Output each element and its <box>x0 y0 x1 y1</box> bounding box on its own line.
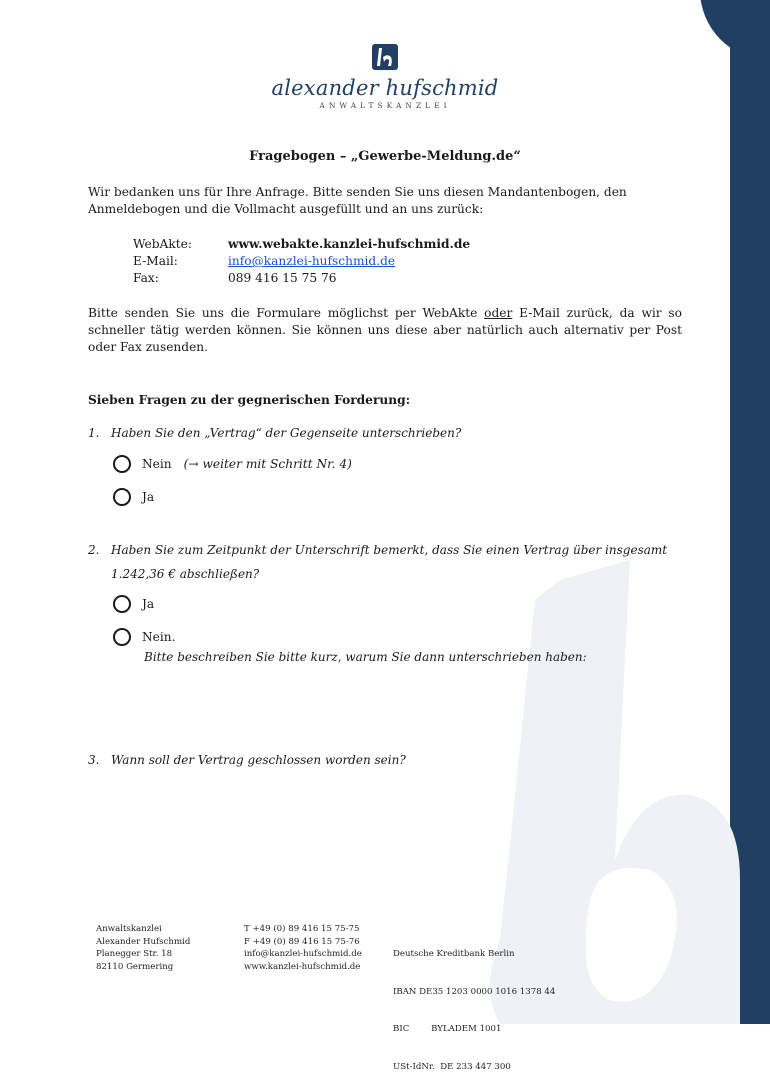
footer-line: T +49 (0) 89 416 15 75-75 <box>244 924 360 934</box>
radio-circle-icon[interactable] <box>113 595 131 613</box>
email-label: E-Mail: <box>133 254 178 268</box>
question-number: 1. <box>88 426 100 440</box>
question-number: 3. <box>88 753 100 767</box>
question-text: Wann soll der Vertrag geschlossen worden sein? <box>111 753 406 767</box>
option-label: Nein. <box>142 630 176 644</box>
footer-line: Deutsche Kreditbank Berlin <box>393 949 515 959</box>
question-number: 2. <box>88 543 100 557</box>
option-hint: (→ weiter mit Schritt Nr. 4) <box>183 457 352 471</box>
option-q1-ja[interactable] <box>113 488 154 506</box>
option-q1-nein[interactable] <box>113 455 352 473</box>
sidebar-corner <box>700 0 770 50</box>
webakte-value: www.webakte.kanzlei-hufschmid.de <box>228 237 471 251</box>
question-2-note: Bitte beschreiben Sie bitte kurz, warum Sie dann unterschrieben haben: <box>144 650 587 664</box>
instructions-underlined: oder <box>484 306 513 320</box>
fax-value: 089 416 15 75 76 <box>228 271 337 285</box>
footer-line: IBAN DE35 1203 0000 1016 1378 44 <box>393 986 556 997</box>
email-link[interactable]: info@kanzlei-hufschmid.de <box>228 254 396 268</box>
question-text: Haben Sie zum Zeitpunkt der Unterschrift bemerkt, dass Sie einen Vertrag über insgesamt <box>111 543 668 557</box>
option-q2-nein[interactable] <box>113 628 176 646</box>
footer-line: Planegger Str. 18 <box>96 949 173 959</box>
footer-line: BIC BYLADEM 1001 <box>393 1024 502 1034</box>
radio-circle-icon[interactable] <box>113 455 131 473</box>
footer-website[interactable]: www.kanzlei-hufschmid.de <box>244 961 361 972</box>
footer-address <box>96 923 190 973</box>
footer-line: USt-IdNr. DE 233 447 300 <box>393 1061 511 1072</box>
document-title: Fragebogen – „Gewerbe-Meldung.de“ <box>249 149 521 164</box>
footer-contact <box>244 923 362 973</box>
footer-email[interactable]: info@kanzlei-hufschmid.de <box>244 949 362 959</box>
instructions-before: Bitte senden Sie uns die Formulare möglichst per WebAkte <box>88 306 485 320</box>
option-label: Ja <box>142 597 155 611</box>
firm-subtitle: ANWALTSKANZLEI <box>319 101 451 110</box>
section-heading: Sieben Fragen zu der gegnerischen Forderung: <box>88 393 411 407</box>
instructions-paragraph <box>88 305 682 356</box>
radio-circle-icon[interactable] <box>113 628 131 646</box>
contact-block <box>133 236 470 287</box>
option-q2-ja[interactable] <box>113 595 154 613</box>
option-label: Ja <box>142 490 155 504</box>
ha-monogram-icon <box>372 44 398 70</box>
instructions-after: E-Mail zurück, da wir so schneller tätig werden können. Sie können uns diese aber natürlich auch alternativ per Post oder Fax zusenden. <box>88 306 683 354</box>
question-2 <box>88 542 667 559</box>
question-1 <box>88 425 461 442</box>
firm-logo <box>0 44 770 110</box>
footer-line: 82110 Germering <box>96 961 174 972</box>
webakte-label: WebAkte: <box>133 237 192 251</box>
option-label: Nein <box>142 457 172 471</box>
footer-line: Anwaltskanzlei <box>96 924 162 934</box>
radio-circle-icon[interactable] <box>113 488 131 506</box>
footer-line: F +49 (0) 89 416 15 75-76 <box>244 936 360 947</box>
question-2-continued: 1.242,36 € abschließen? <box>111 567 260 581</box>
intro-paragraph: Wir bedanken uns für Ihre Anfrage. Bitte senden Sie uns diesen Mandantenbogen, den Anmeldebogen und die Vollmacht ausgefüllt und an uns zurück: <box>88 185 627 216</box>
footer-line: Alexander Hufschmid <box>96 936 191 947</box>
question-3 <box>88 752 406 769</box>
footer-bank <box>393 923 555 1086</box>
firm-name: alexander hufschmid <box>271 76 499 100</box>
question-text: Haben Sie den „Vertrag“ der Gegenseite unterschrieben? <box>111 426 462 440</box>
fax-label: Fax: <box>133 271 159 285</box>
